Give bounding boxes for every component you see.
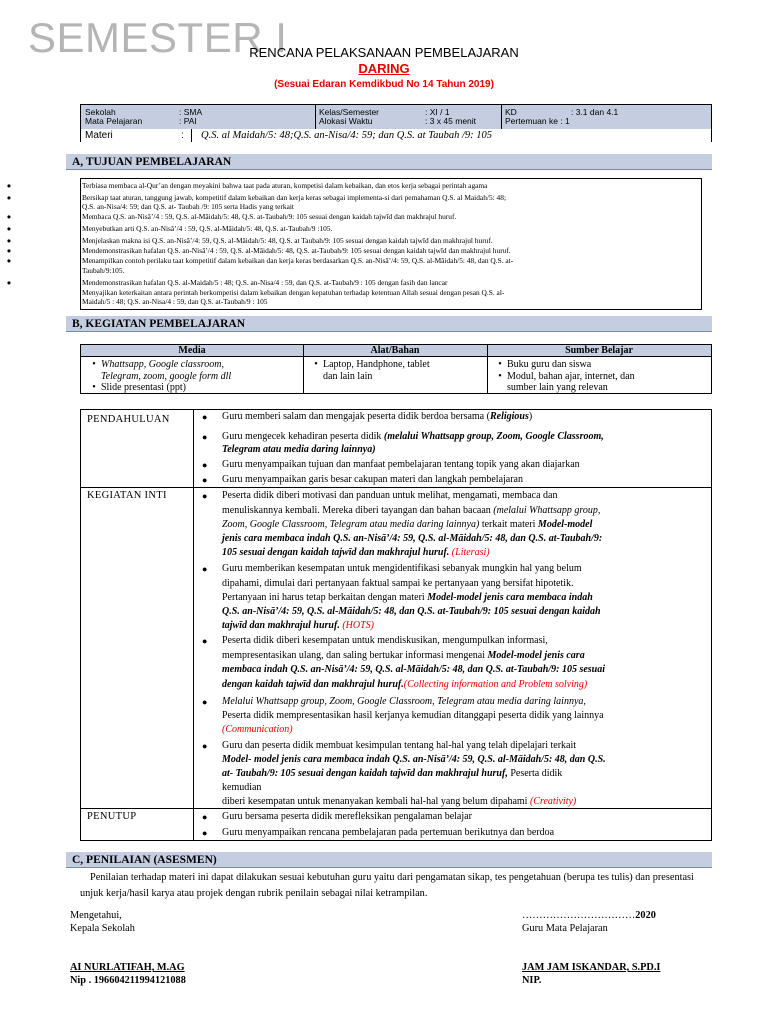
kelas-label: Kelas/Semester — [319, 107, 379, 117]
alokasi-label: Alokasi Waktu — [319, 116, 373, 126]
inti-item: Guru dan peserta didik membuat kesimpulan tentang hal-hal yang telah dipelajari terkait — [222, 740, 577, 751]
mengetahui-label: Mengetahui, — [70, 910, 122, 921]
inti-item-cont: dengan kaidah tajwīd dan makhrajul huruf.(Collecting information and Problem solving) — [222, 679, 588, 690]
materi-value: Q.S. al Maidah/5: 48;Q.S. an-Nisa/4: 59; dan Q.S. at Taubah /9: 105 — [201, 130, 492, 141]
identity-table — [80, 104, 712, 142]
inti-item-cont: mempresentasikan ulang, dan saling bertukar informasi mengenai Model-model jenis cara — [222, 650, 585, 661]
bullet: ● — [202, 636, 208, 646]
mapel-value: : PAI — [179, 116, 197, 126]
bullet: ● — [202, 460, 208, 470]
kegiatan-inti-label: KEGIATAN INTI — [87, 490, 167, 501]
inti-item: Melalui Whattsapp group, Zoom, Google Classroom, Telegram atau media daring lainnya, — [222, 696, 586, 707]
pendahuluan-item: Guru memberi salam dan mengajak peserta didik berdoa bersama (Religious) — [222, 411, 533, 422]
pendahuluan-label: PENDAHULUAN — [87, 414, 170, 425]
inti-item-cont: Model- model jenis cara membaca indah Q.S. an-Nisā’/4: 59, Q.S. al-Māidah/5: 48, dan Q.S. — [222, 754, 606, 765]
tujuan-item-cont: Maidah/5 : 48; Q.S. an-Nisa/4 : 59, dan Q.S. at-Taubah/9 : 105 — [82, 297, 268, 306]
inti-item-cont: jenis cara membaca indah Q.S. an-Nisā’/4: 59, Q.S. al-Māidah/5: 48, dan Q.S. at-Taubah/9: — [222, 533, 603, 544]
bullet: ● — [202, 812, 208, 822]
inti-item-cont: (Communication) — [222, 724, 293, 735]
pendahuluan-item: Guru menyampaikan garis besar cakupan materi dan langkah pembelajaran — [222, 474, 523, 485]
inti-item-cont: dipahami, dimulai dari pertanyaan faktual sampai ke pertanyaan yang bersifat hipotetik. — [222, 578, 574, 589]
inti-item: Peserta didik diberi kesempatan untuk mendiskusikan, mengumpulkan informasi, — [222, 635, 548, 646]
media-item: • Whattsapp, Google classroom, — [92, 359, 224, 370]
document-subtitle: (Sesuai Edaran Kemdikbud No 14 Tahun 2019) — [274, 79, 494, 90]
materi-label: Materi — [85, 130, 113, 141]
inti-item-cont: 105 sesuai dengan kaidah tajwīd dan makhrajul huruf. (Literasi) — [222, 547, 490, 558]
sekolah-label: Sekolah — [85, 107, 116, 117]
tujuan-item: ● Menjelaskan makna isi Q.S. an-Nisā’/4: 59, Q.S. al-Māidah/5: 48, Q.S. at Taubah/9: 105 sesuai dengan kaidah tajwīd dan makhrajul huruf. — [6, 236, 493, 245]
penutup-label: PENUTUP — [87, 811, 137, 822]
bullet: ● — [202, 828, 208, 838]
alat-header: Alat/Bahan — [303, 345, 487, 357]
kepala-nip: Nip . 196604211994121088 — [70, 975, 186, 986]
mode-label: DARING — [358, 61, 410, 76]
inti-item-cont: diberi kesempatan untuk menanyakan kembali hal-hal yang belum dipahami (Creativity) — [222, 796, 577, 807]
tujuan-item-cont: Taubah/9:105. — [82, 266, 125, 275]
kd-label: KD — [505, 107, 517, 117]
kepala-name: AI NURLATIFAH, M.AG — [70, 962, 185, 973]
media-table — [80, 344, 712, 394]
tujuan-item: ● Mendemonstrasikan hafalan Q.S. an-Nisā’/4 : 59, Q.S. al-Māidah/5: 48, Q.S. at-Taubah/9: 105 sesuai dengan kaidah tajwīd dan makhrajul huruf. — [6, 246, 511, 255]
bullet: ● — [202, 475, 208, 485]
inti-item-cont: Zoom, Google Classroom, Telegram atau media daring lainnya) terkait materi Model-model — [222, 519, 593, 530]
inti-item-cont: at- Taubah/9: 105 sesuai dengan kaidah tajwīd dan makhrajul huruf, Peserta didik — [222, 768, 563, 779]
tujuan-item: ● Menyebutkan arti Q.S. an-Nisā’/4 : 59, Q.S. al-Māidah/5: 48, Q.S. at-Taubah/9 :105. — [6, 224, 333, 233]
media-item-cont: Telegram, zoom, google form dll — [101, 370, 232, 382]
inti-item: Guru memberikan kesempatan untuk mengidentifikasi sebanyak mungkin hal yang belum — [222, 563, 582, 574]
inti-item-cont: Peserta didik mempresentasikan hasil kerjanya kemudian ditanggapi peserta didik yang lainnya — [222, 710, 604, 721]
penutup-item: Guru menyampaikan rencana pembelajaran pada pertemuan berikutnya dan berdoa — [222, 827, 555, 838]
pertemuan-label: Pertemuan ke : 1 — [505, 116, 570, 126]
alat-item: • Laptop, Handphone, tablet — [314, 359, 430, 370]
section-tujuan-header: A, TUJUAN PEMBELAJARAN — [66, 154, 712, 170]
tujuan-item: ● Menampilkan contoh perilaku taat kompetitif dalam kebaikan dan kerja keras berdasarkan Q.S. an-Nisā’/4: 59, Q.S. al-Māidah/5: 48, dan Q.S. at- — [6, 256, 514, 265]
materi-row — [81, 129, 711, 142]
semester-watermark: SEMESTER I — [28, 14, 288, 61]
section-penilaian-header: C, PENILAIAN (ASESMEN) — [66, 852, 712, 868]
kepala-sekolah-label: Kepala Sekolah — [70, 923, 135, 934]
sumber-item: • Modul, bahan ajar, internet, dan — [498, 370, 635, 382]
sekolah-value: : SMA — [179, 107, 203, 117]
document-title: RENCANA PELAKSANAAN PEMBELAJARAN — [249, 45, 519, 60]
inti-item: Peserta didik diberi motivasi dan panduan untuk melihat, mengamati, membaca dan — [222, 490, 558, 501]
kd-value: : 3.1 dan 4.1 — [571, 107, 619, 117]
media-item: • Slide presentasi (ppt) — [92, 382, 186, 393]
pendahuluan-item: Guru menyampaikan tujuan dan manfaat pembelajaran tentang topik yang akan diajarkan — [222, 459, 580, 470]
penilaian-text: Penilaian terhadap materi ini dapat dilakukan sesuai kebutuhan guru yaitu dari pengamatan sikap, tes pengetahuan (berupa tes tulis) dan presentasi unjuk kerja/hasil karya atau projek dengan rubrik penilain sebagai nilai ketrampilan. — [80, 872, 694, 899]
mapel-label: Mata Pelajaran — [85, 116, 143, 126]
bullet: ● — [202, 564, 208, 574]
inti-item-cont: membaca indah Q.S. an-Nisā’/4: 59, Q.S. al-Māidah/5: 48, dan Q.S. at-Taubah/9: 105 sesuai — [222, 664, 606, 675]
pendahuluan-item: Guru mengecek kehadiran peserta didik (melalui Whattsapp group, Zoom, Google Classroom, — [222, 431, 604, 442]
guru-label: Guru Mata Pelajaran — [522, 923, 608, 934]
guru-name: JAM JAM ISKANDAR, S.PD.I — [522, 962, 661, 973]
tujuan-item: ● Bersikap taat aturan, tanggung jawab, kompetitif dalam kebaikan dan kerja keras sebagai implementa-si dari pemahaman Q.S. al Maidah/5: 48; — [6, 193, 507, 202]
media-header: Media — [81, 345, 303, 357]
tujuan-item-cont: Menyajikan keterkaitan antara perintah berkompetisi dalam kebaikan dengan kepatuhan terhadap ketentuan Allah sesuai dengan pesan Q.S. al- — [82, 288, 505, 297]
sumber-item-cont: sumber lain yang relevan — [507, 382, 608, 393]
bullet: ● — [202, 697, 208, 707]
tujuan-item: ● Mendemonstrasikan hafalan Q.S. al-Maidah/5 : 48; Q.S. an-Nisa/4 : 59, dan Q.S. at-Taubah/9 : 105 dengan fasih dan lancar — [6, 278, 448, 287]
penutup-item: Guru bersama peserta didik merefleksikan pengalaman belajar — [222, 811, 472, 822]
inti-item-cont: menuliskannya kembali. Mereka diberi tayangan dan bahan bacaan (melalui Whattsapp group, — [222, 505, 601, 516]
guru-nip: NIP. — [522, 975, 542, 986]
tujuan-item: ● Membaca Q.S. an-Nisā’/4 : 59, Q.S. al-Māidah/5: 48, Q.S. at-Taubah/9: 105 sesuai dengan kaidah tajwīd dan makhrajul huruf. — [6, 212, 457, 221]
alat-item-cont: dan lain lain — [323, 370, 373, 382]
signature-date: ……………………………2020 — [522, 910, 656, 921]
inti-item-cont: Q.S. an-Nisā’/4: 59, Q.S. al-Māidah/5: 48, dan Q.S. at-Taubah/9: 105 sesuai dengan kaidah — [222, 606, 601, 617]
sumber-header: Sumber Belajar — [487, 345, 711, 357]
bullet: ● — [202, 741, 208, 751]
inti-item-cont: Pertanyaan ini harus tetap berkaitan dengan materi Model-model jenis cara membaca indah — [222, 592, 593, 603]
inti-item-cont: kemudian — [222, 782, 262, 793]
section-kegiatan-header: B, KEGIATAN PEMBELAJARAN — [66, 316, 712, 332]
kelas-value: : XI / 1 — [425, 107, 450, 117]
inti-item-cont: tajwīd dan makhrajul huruf. (HOTS) — [222, 620, 374, 631]
tujuan-item-cont: Q.S. an-Nisa/4: 59; dan Q.S. at- Taubah /9: 105 serta Hadis yang terkait — [82, 202, 294, 211]
bullet: ● — [202, 491, 208, 501]
sumber-item: • Buku guru dan siswa — [498, 359, 592, 370]
alokasi-value: : 3 x 45 menit — [425, 116, 477, 126]
bullet: ● — [202, 432, 208, 442]
bullet: ● — [202, 412, 208, 422]
tujuan-item: ● Terbiasa membaca al-Qur’an dengan meyakini bahwa taat pada aturan, kompetisi dalam kebaikan, dan etos kerja sebagai perintah agama — [6, 181, 488, 190]
pendahuluan-item-cont: Telegram atau media daring lainnya) — [222, 444, 376, 455]
materi-colon: : — [181, 130, 184, 141]
